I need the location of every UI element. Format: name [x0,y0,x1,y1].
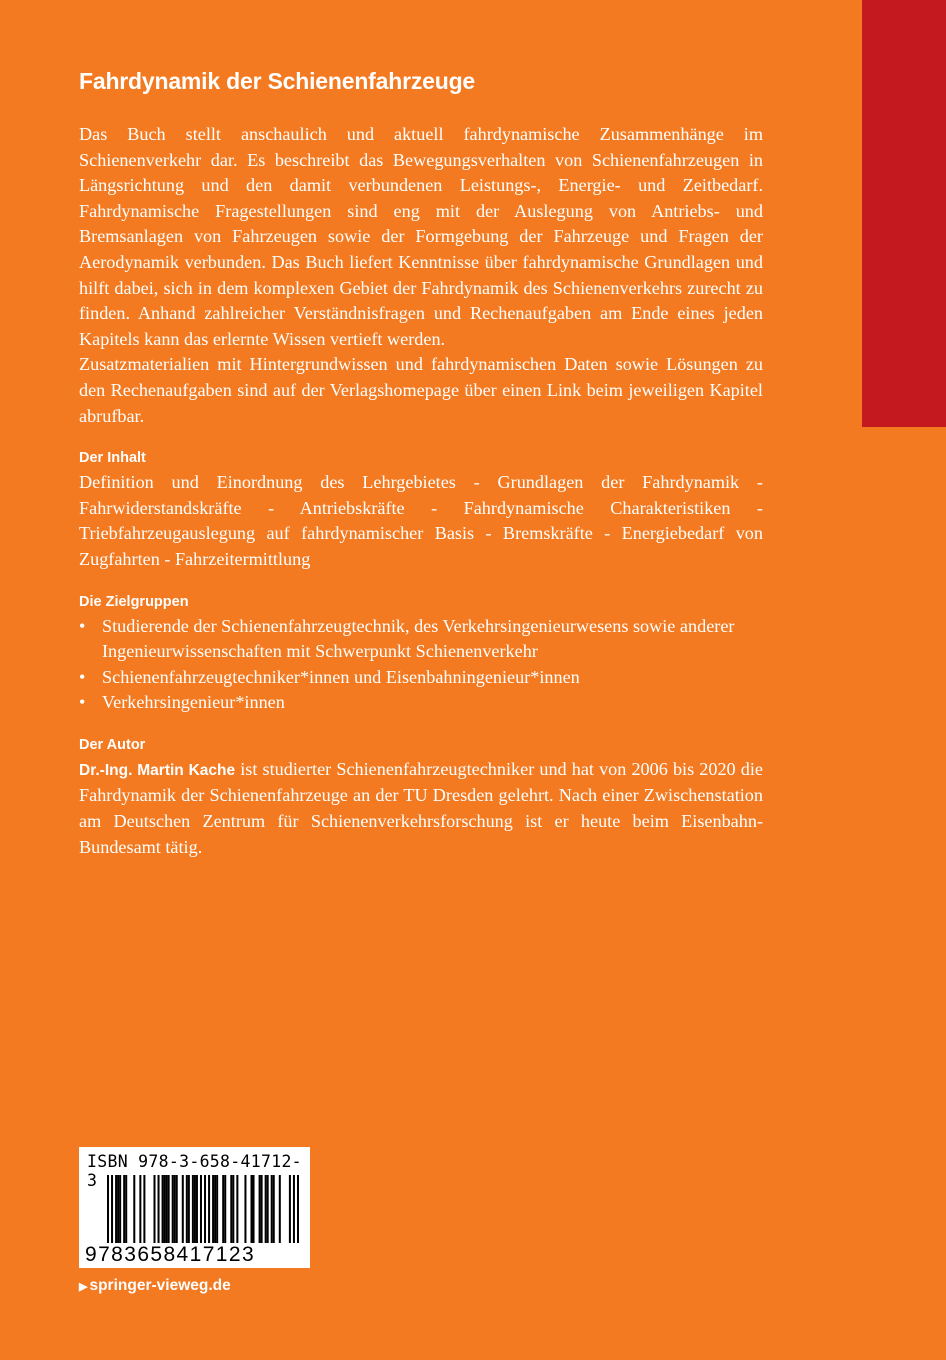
list-item [79,614,763,665]
publisher-link[interactable] [79,1277,231,1295]
description-paragraph-2: Zusatzmaterialien mit Hintergrundwissen und fahrdynamischen Daten sowie Lösungen zu den Rechenaufgaben sind auf der Verlagshomepage über einen Link beim jeweiligen Kapitel abrufbar. [79,354,763,426]
barcode-bar [232,1175,234,1243]
audience-item-text: Verkehrsingenieur*innen [102,692,285,713]
barcode-bar [192,1175,194,1243]
barcode-bar [123,1175,125,1243]
barcode-bar [204,1175,206,1243]
accent-tab [862,0,946,427]
barcode-bar [244,1175,246,1243]
barcode-bar [125,1175,127,1243]
barcode-bar [230,1175,232,1243]
barcode-bar [208,1175,210,1243]
publisher-url: springer-vieweg.de [89,1277,231,1294]
bullet-icon: • [79,666,86,687]
arrow-right-icon: ▶ [79,1281,88,1293]
barcode-bar [216,1175,218,1243]
barcode-bar [253,1175,255,1243]
barcode-bar [196,1175,198,1243]
barcode-bar [168,1175,170,1243]
author-heading: Der Autor [79,736,146,753]
barcode-bar [265,1175,267,1243]
barcode-bar [158,1175,160,1243]
list-item [79,665,763,691]
audience-item-text: Studierende der Schienenfahrzeugtechnik, des Verkehrsingenieurwesens sowie anderer Ingenieurwissenschaften mit Schwerpunkt Schienenverkehr [102,615,735,662]
contents-heading: Der Inhalt [79,450,146,467]
barcode-bar [115,1175,117,1243]
barcode-bar [224,1175,226,1243]
barcode-bar [139,1175,141,1243]
barcode-bars [107,1175,299,1243]
barcode-bar [174,1175,176,1243]
barcode-bar [143,1175,145,1243]
audience-list [79,614,763,716]
barcode-bar [182,1175,184,1243]
barcode-bar [212,1175,214,1243]
barcode-bar [271,1175,273,1243]
barcode-bar [273,1175,275,1243]
barcode-bar [172,1175,174,1243]
barcode-bar [166,1175,168,1243]
barcode-bar [162,1175,164,1243]
barcode-bar [267,1175,269,1243]
barcode-bar [194,1175,196,1243]
barcode-bar [119,1175,121,1243]
list-item [79,690,763,716]
barcode-bar [289,1175,291,1243]
description-paragraph-1: Das Buch stellt anschaulich und aktuell fahrdynamische Zusammenhänge im Schienenverkehr dar. Es beschreibt das Bewegungsverhalten von Schienenfahrzeugen in Längsrichtung und den damit verbundenen Leistungs-, Energie- und Zeitbedarf. Fahrdynamische Fragestellungen sind eng mit der Auslegung von Antriebs- und Bremsanlagen von Fahrzeugen sowie der Formgebung der Fahrzeuge und Fragen der Aerodynamik verbunden. Das Buch liefert Kenntnisse über fahrdynamische Grundlagen und hilft dabei, sich in dem komplexen Gebiet der Fahrdynamik des Schienenverkehrs zurecht zu finden. Anhand zahlreicher Verständnisfragen und Rechenaufgaben am Ende eines jeden Kapitels kann das erlernte Wissen vertieft werden. [79,124,763,349]
barcode-bar [153,1175,155,1243]
author-name: Dr.-Ing. Martin Kache [79,761,236,779]
bullet-icon: • [79,615,86,636]
barcode-bar [236,1175,238,1243]
barcode-bar [107,1175,109,1243]
barcode-bar [261,1175,263,1243]
contents-text: Definition und Einordnung des Lehrgebietes - Grundlagen der Fahrdynamik - Fahrwiderstandskräfte - Antriebskräfte - Fahrdynamische Charakteristiken - Triebfahrzeugauslegung auf fahrdynamischer Basis - Bremskräfte - Energiebedarf von Zugfahrten - Fahrzeitermittlung [79,472,763,569]
audience-item-text: Schienenfahrzeugtechniker*innen und Eisenbahningenieur*innen [102,666,580,687]
barcode-bar [279,1175,281,1243]
barcode-bar [186,1175,188,1243]
bullet-icon: • [79,692,86,713]
barcode-bar [222,1175,224,1243]
barcode-bar [250,1175,252,1243]
author-bio: ist studierter Schienenfahrzeugtechniker und hat von 2006 bis 2020 die Fahrdynamik der Schienenfahrzeuge an der TU Dresden gelehrt. Nach einer Zwischenstation am Deutschen Zentrum für Schienenverkehrsforschung ist er heute beim Eisenbahn-Bundesamt tätig. [79,758,763,857]
isbn-label: ISBN 978-3-658-41712-3 [87,1152,302,1190]
book-title: Fahrdynamik der Schienenfahrzeuge [79,68,476,94]
barcode-bar [297,1175,299,1243]
author-paragraph [79,757,763,860]
isbn-barcode [79,1147,310,1268]
barcode-bar [293,1175,295,1243]
barcode-bar [164,1175,166,1243]
barcode-bar [176,1175,178,1243]
barcode-bar [117,1175,119,1243]
ean-digits: 9783658417123 [85,1243,256,1266]
barcode-bar [200,1175,202,1243]
barcode-bar [259,1175,261,1243]
barcode-bar [214,1175,216,1243]
barcode-bar [111,1175,113,1243]
back-cover-content [79,68,763,860]
barcode-bar [133,1175,135,1243]
audience-heading: Die Zielgruppen [79,593,189,610]
barcode-bar [188,1175,190,1243]
